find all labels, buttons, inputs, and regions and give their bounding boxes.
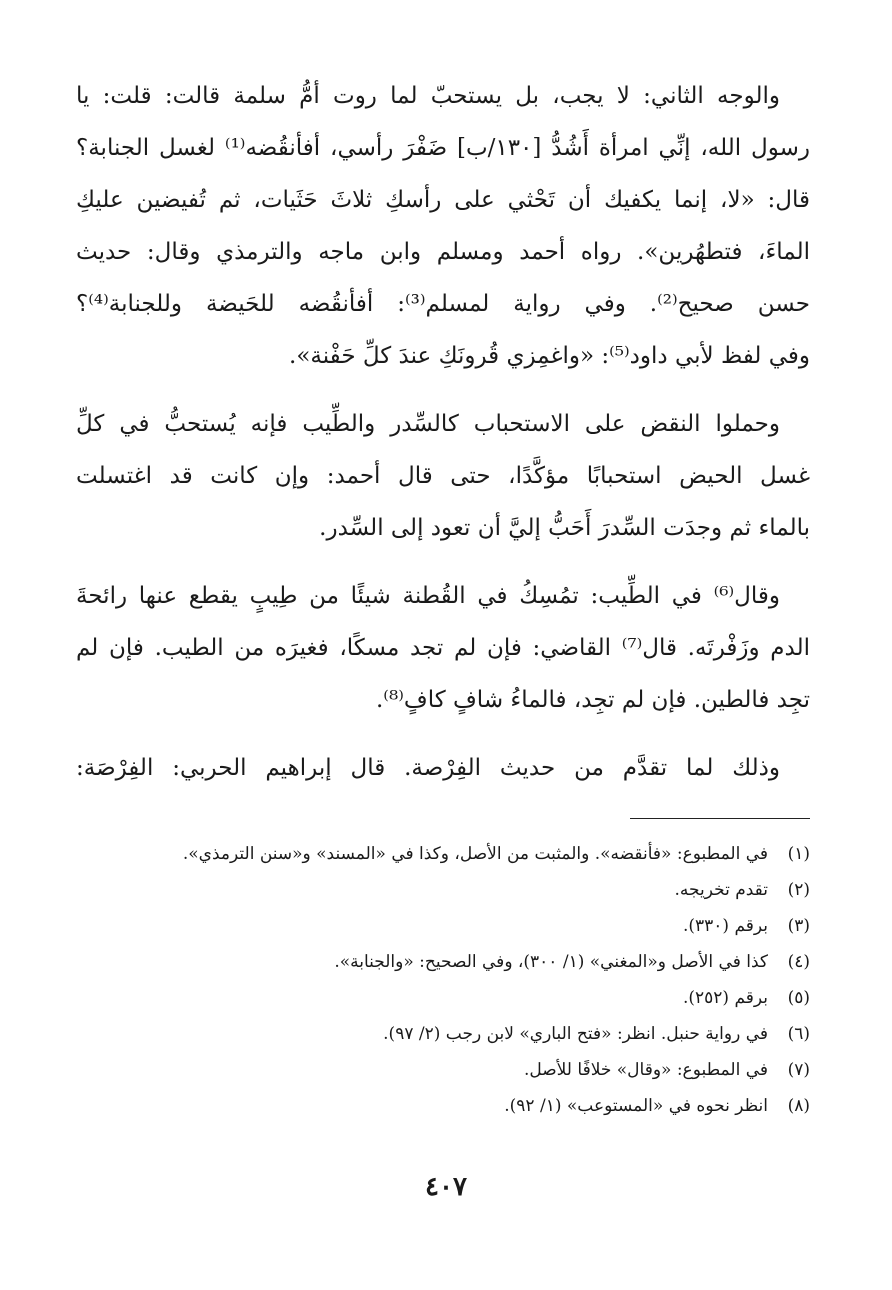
text-line: الماءَ، فتطهُرين». رواه أحمد ومسلم وابن ماجه والترمذي وقال: حديث — [76, 239, 810, 265]
text-line: والوجه الثاني: لا يجب، بل يستحبّ لما روت أمُّ سلمة قالت: قلت: يا — [76, 83, 780, 109]
footnote-text: في المطبوع: «وقال» خلافًا للأصل. — [523, 1060, 768, 1080]
footnotes — [76, 836, 810, 1124]
footnote — [76, 908, 810, 944]
text-line: تجِد فالطين. فإن لم تجِد، فالماءُ شافٍ كافٍ⁽⁸⁾. — [376, 687, 810, 713]
footnote-number: (٤) — [787, 952, 810, 972]
main-text — [76, 70, 810, 794]
text-line: وحملوا النقض على الاستحباب كالسِّدر والطِّيب فإنه يُستحبُّ في كلِّ — [76, 411, 780, 437]
footnote — [76, 1052, 810, 1088]
footnote-number: (٢) — [787, 880, 810, 900]
footnote-number: (٦) — [787, 1024, 810, 1044]
footnote — [76, 1088, 810, 1124]
footnote-text: برقم (٢٥٢). — [682, 988, 768, 1008]
footnote-number: (٥) — [787, 988, 810, 1008]
text-line: وذلك لما تقدَّم من حديث الفِرْصة. قال إبراهيم الحربي: الفِرْصَة: — [76, 755, 780, 781]
footnote-text: في رواية حنبل. انظر: «فتح الباري» لابن رجب (٢/ ٩٧). — [383, 1024, 768, 1044]
paragraph — [76, 570, 810, 726]
footnote — [76, 944, 810, 980]
text-line: وفي لفظ لأبي داود⁽⁵⁾: «واغمِزي قُرونَكِ عندَ كلِّ حَفْنة». — [289, 343, 810, 369]
footnote-text: في المطبوع: «فأنقضه». والمثبت من الأصل، وكذا في «المسند» و«سنن الترمذي». — [182, 844, 768, 864]
text-line: بالماء ثم وجدَت السِّدرَ أَحَبُّ إليَّ أن تعود إلى السِّدر. — [319, 515, 810, 541]
footnote — [76, 872, 810, 908]
footnote-text: كذا في الأصل و«المغني» (١/ ٣٠٠)، وفي الصحيح: «والجنابة». — [334, 952, 768, 972]
text-line: قال: «لا، إنما يكفيك أن تَحْثي على رأسكِ ثلاثَ حَثَيات، ثم تُفيضين عليكِ — [76, 187, 810, 213]
footnote-number: (١) — [787, 844, 810, 864]
paragraph — [76, 742, 810, 794]
footnote-text: برقم (٣٣٠). — [682, 916, 768, 936]
paragraph — [76, 70, 810, 382]
text-line: الدم وزَفْرتَه. قال⁽⁷⁾ القاضي: فإن لم تجد مسكًا، فغيرَه من الطيب. فإن لم — [76, 635, 810, 661]
text-line: حسن صحيح⁽²⁾. وفي رواية لمسلم⁽³⁾: أفأنقُضه للحَيضة وللجنابة⁽⁴⁾؟ — [76, 291, 810, 317]
page-number: ٤٠٧ — [425, 1172, 467, 1202]
text-line: وقال⁽⁶⁾ في الطِّيب: تمُسِكُ في القُطنة شيئًا من طِيبٍ يقطع عنها رائحةَ — [76, 583, 780, 609]
footnote — [76, 1016, 810, 1052]
text-line: رسول الله، إنِّي امرأة أَشُدُّ [١٣٠/ب] ضَفْرَ رأسي، أفأنقُضه⁽¹⁾ لغسل الجنابة؟ — [76, 135, 810, 161]
paragraph — [76, 398, 810, 554]
footnote-number: (٧) — [787, 1060, 810, 1080]
footnote-number: (٨) — [787, 1096, 810, 1116]
footnote-text: تقدم تخريجه. — [674, 880, 768, 900]
text-line: غسل الحيض استحبابًا مؤكَّدًا، حتى قال أحمد: وإن كانت قد اغتسلت — [76, 463, 810, 489]
footnote-number: (٣) — [787, 916, 810, 936]
footnote — [76, 980, 810, 1016]
footnote-divider — [630, 818, 810, 819]
footnote-text: انظر نحوه في «المستوعب» (١/ ٩٢). — [504, 1096, 768, 1116]
footnote — [76, 836, 810, 872]
